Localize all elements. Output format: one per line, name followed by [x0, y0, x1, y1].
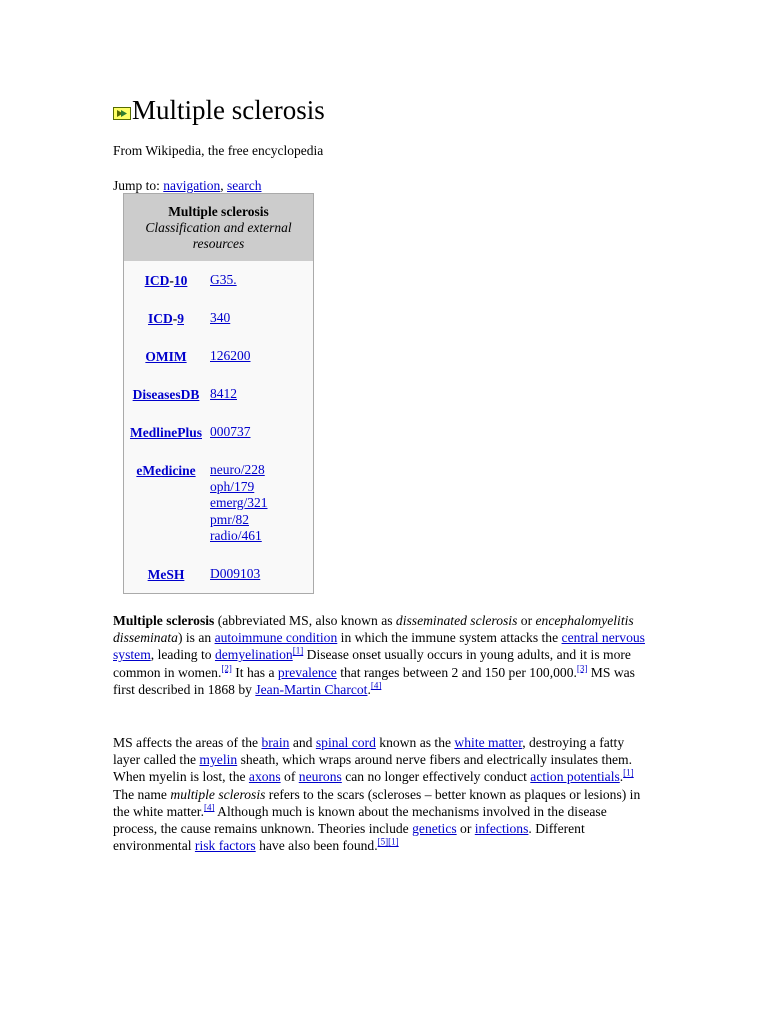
- emedicine-code-link[interactable]: radio/461: [210, 528, 262, 543]
- title-row: [113, 94, 325, 126]
- jump-navigation-link[interactable]: navigation: [163, 178, 221, 193]
- infobox-key: [124, 310, 208, 327]
- text: MS affects the areas of the: [113, 735, 262, 750]
- infobox-key: [124, 424, 208, 441]
- key-separator: -: [169, 273, 174, 288]
- text: refers to the scars (scleroses – better known as plaques or lesions) in the white matter.: [113, 786, 641, 819]
- infobox-value: [208, 424, 313, 441]
- icd-link[interactable]: ICD: [144, 273, 170, 288]
- infobox-key: [124, 566, 208, 583]
- diseasesdb-link[interactable]: DiseasesDB: [132, 387, 200, 402]
- brain-link[interactable]: brain: [261, 735, 290, 750]
- icd-link[interactable]: ICD: [147, 311, 173, 326]
- demyelination-link[interactable]: demyelination: [214, 647, 293, 663]
- text: that ranges between 2 and 150 per 100,000.: [336, 664, 577, 680]
- infections-link[interactable]: infections: [474, 821, 529, 837]
- mesh-code-link[interactable]: D009103: [210, 565, 261, 581]
- text: in which the immune system attacks the: [337, 630, 562, 646]
- infobox-value: [208, 310, 313, 327]
- citation-link[interactable]: [1]: [388, 836, 399, 847]
- text: known as the: [375, 735, 455, 750]
- infobox-key: [124, 272, 208, 289]
- bold-term: Multiple sclerosis: [113, 613, 215, 628]
- italic-term: disseminated sclerosis: [395, 613, 518, 628]
- infobox-header: [124, 194, 313, 261]
- infobox-key: [124, 348, 208, 365]
- icd-version-link[interactable]: 10: [173, 273, 188, 288]
- jump-to-label: Jump to:: [113, 178, 164, 193]
- text: , destroying a fatty layer called the: [113, 735, 625, 768]
- myelin-link[interactable]: myelin: [199, 752, 238, 768]
- infobox-value: [208, 462, 313, 545]
- infobox-row-omim: [124, 348, 313, 365]
- spinal-cord-link[interactable]: spinal cord: [315, 735, 376, 750]
- citation-link[interactable]: [1]: [623, 767, 634, 778]
- text: It has a: [231, 664, 278, 680]
- citation-link[interactable]: [3]: [576, 663, 588, 674]
- text: have also been found.: [255, 838, 378, 854]
- white-matter-link[interactable]: white matter: [454, 735, 523, 750]
- citation-link[interactable]: [4]: [370, 680, 382, 691]
- citation-link[interactable]: [1]: [292, 645, 304, 656]
- infobox-row-mesh: [124, 566, 313, 583]
- infobox-value: [208, 386, 313, 403]
- article-icon: [113, 107, 131, 120]
- action-potentials-link[interactable]: action potentials: [530, 769, 620, 785]
- text: Although much is known about the mechanisms involved in the disease process, the cause remains unknown. Theories include: [113, 803, 607, 837]
- infobox-key: [124, 386, 208, 403]
- icd9-code-link[interactable]: 340: [210, 310, 231, 325]
- infobox-title: Multiple sclerosis: [168, 204, 269, 219]
- infobox-row-diseasesdb: [124, 386, 313, 403]
- jump-to-line: [113, 177, 262, 194]
- text: can no longer effectively conduct: [341, 769, 531, 785]
- text: Disease onset usually occurs in young adults, and it is more common in women.: [113, 647, 631, 680]
- infobox-row-medlineplus: [124, 424, 313, 441]
- infobox-value: [208, 272, 313, 289]
- citation-link[interactable]: [4]: [203, 802, 215, 813]
- infobox-value: [208, 348, 313, 365]
- emedicine-link[interactable]: eMedicine: [136, 463, 196, 478]
- emedicine-code-link[interactable]: emerg/321: [210, 495, 268, 510]
- page-title: Multiple sclerosis: [132, 95, 325, 125]
- neurons-link[interactable]: neurons: [298, 769, 342, 785]
- icd-version-link[interactable]: 9: [177, 311, 184, 326]
- risk-factors-link[interactable]: risk factors: [194, 838, 256, 854]
- infobox-key: [124, 462, 208, 545]
- key-separator: -: [172, 311, 178, 326]
- axons-link[interactable]: axons: [248, 769, 281, 785]
- text: (abbreviated MS, also known as: [214, 613, 396, 628]
- mesh-link[interactable]: MeSH: [147, 566, 185, 582]
- medlineplus-link[interactable]: MedlinePlus: [129, 425, 202, 440]
- cns-link[interactable]: central nervous system: [113, 630, 645, 663]
- diseasesdb-code-link[interactable]: 8412: [210, 386, 237, 401]
- text: The name: [113, 786, 171, 802]
- emedicine-code-link[interactable]: pmr/82: [210, 511, 249, 527]
- intro-paragraph: [113, 612, 653, 698]
- medlineplus-code-link[interactable]: 000737: [210, 424, 251, 439]
- italic-term: encephalomyelitis disseminata: [113, 613, 634, 646]
- autoimmune-link[interactable]: autoimmune condition: [214, 630, 338, 646]
- citation-link[interactable]: [5]: [377, 836, 389, 847]
- infobox-row-icd9: [124, 310, 313, 327]
- genetics-link[interactable]: genetics: [412, 821, 457, 837]
- infobox-value: [208, 566, 313, 583]
- emedicine-code-link[interactable]: neuro/228: [210, 462, 265, 477]
- text: of: [280, 769, 299, 785]
- text: .: [367, 681, 371, 697]
- omim-link[interactable]: OMIM: [145, 349, 187, 364]
- emedicine-code-link[interactable]: oph/179: [210, 478, 255, 494]
- citation-link[interactable]: [2]: [221, 663, 232, 674]
- text: ) is an: [177, 630, 215, 646]
- charcot-link[interactable]: Jean-Martin Charcot: [255, 681, 368, 697]
- text: and: [289, 735, 316, 750]
- infobox-row-icd10: [124, 272, 313, 289]
- jump-search-link[interactable]: search: [227, 178, 262, 193]
- prevalence-link[interactable]: prevalence: [277, 664, 337, 680]
- body-paragraph: [113, 734, 653, 854]
- italic-term: multiple sclerosis: [170, 786, 266, 802]
- infobox-subtitle: Classification and external resources: [145, 220, 292, 251]
- text: . Different environmental: [113, 821, 585, 854]
- jump-separator: ,: [220, 178, 228, 193]
- text: or: [456, 821, 475, 837]
- text: or: [517, 613, 536, 628]
- text: .: [619, 769, 624, 785]
- infobox: [123, 193, 314, 594]
- infobox-row-emedicine: [124, 462, 313, 545]
- text: , leading to: [150, 647, 215, 663]
- omim-code-link[interactable]: 126200: [210, 348, 251, 363]
- text: MS was first described in 1868 by: [113, 664, 635, 697]
- page-subtitle: From Wikipedia, the free encyclopedia: [113, 143, 324, 158]
- text: sheath, which wraps around nerve fibers and electrically insulates them. When myelin is lost, the: [113, 752, 633, 785]
- icd10-code-link[interactable]: G35.: [210, 272, 237, 287]
